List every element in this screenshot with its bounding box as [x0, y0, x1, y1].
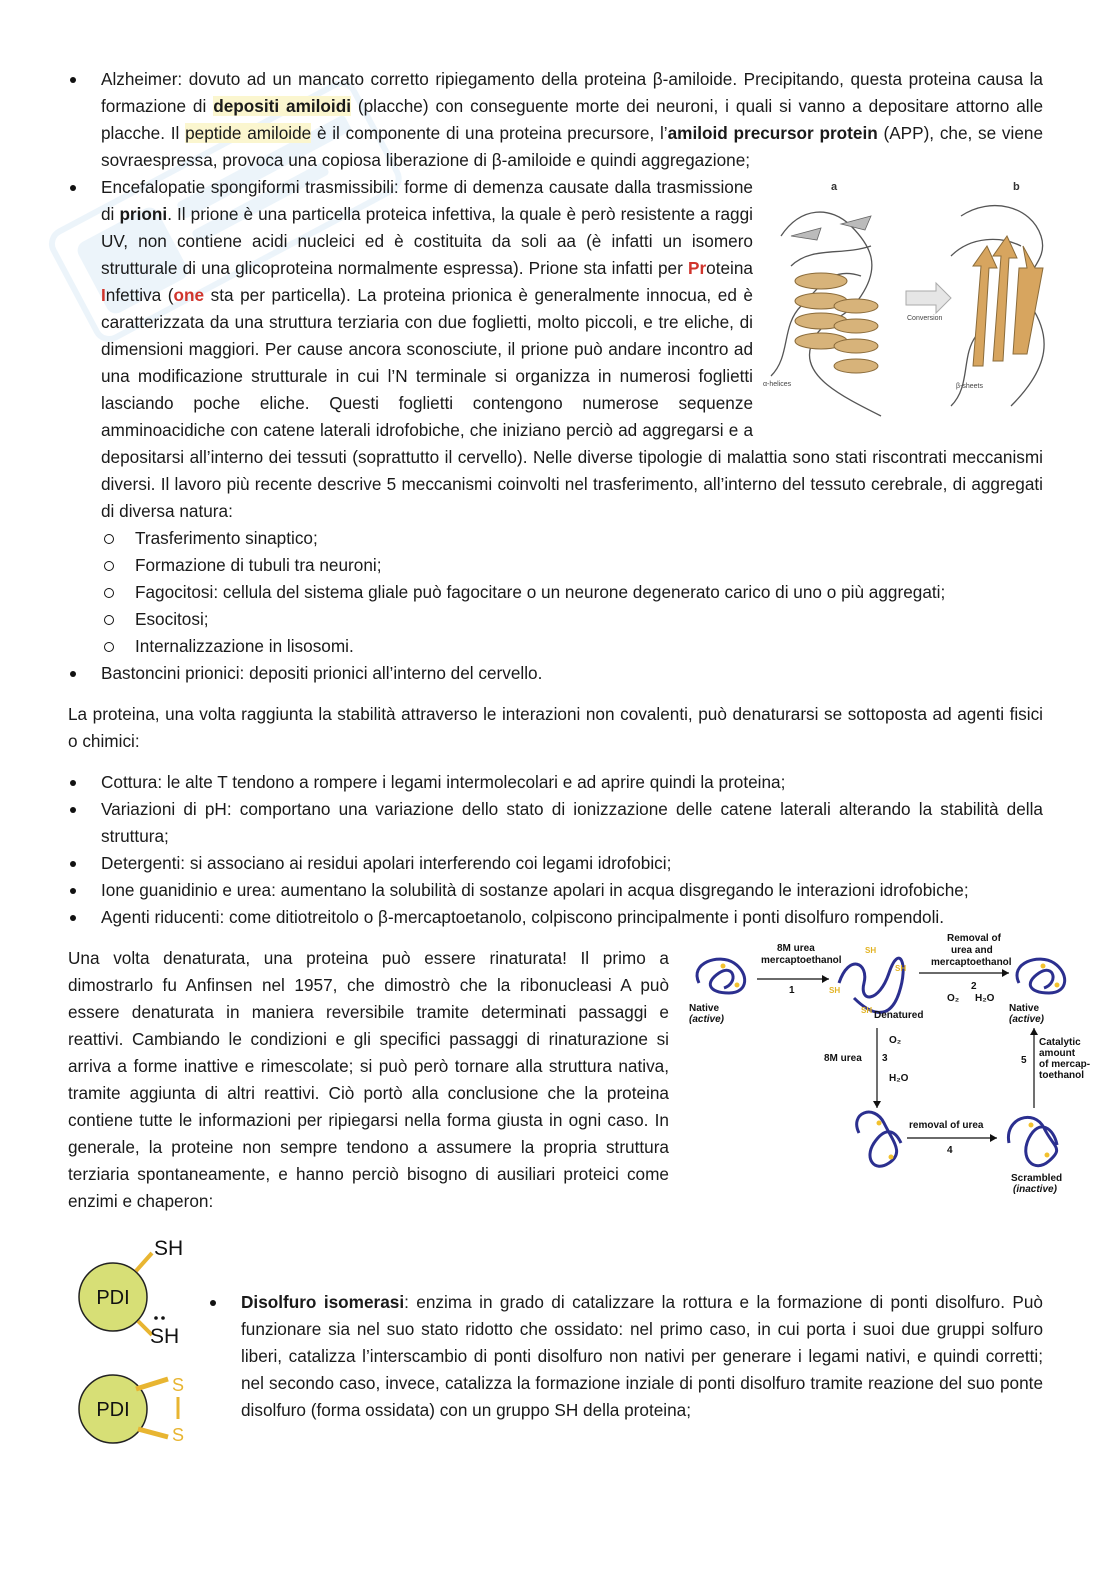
mechanism-item: Fagocitosi: cellula del sistema gliale può fagocitare o un neurone degenerato carico di uno o più aggregati;: [68, 579, 1043, 606]
denaturation-intro: La proteina, una volta raggiunta la stabilità attraverso le interazioni non covalenti, può denaturarsi se sottoposta ad agenti fisici o chimici:: [68, 704, 1043, 751]
anfinsen-experiment-figure: [679, 933, 1091, 1195]
pdi-reduced-icon: [79, 1237, 183, 1348]
svg-text:SH: SH: [829, 986, 841, 995]
svg-text:Native: Native: [1009, 1003, 1040, 1014]
anfinsen-section: [68, 933, 1091, 1215]
document-page: [68, 66, 1091, 1461]
svg-text:toethanol: toethanol: [1039, 1070, 1084, 1081]
svg-text:2: 2: [971, 981, 977, 992]
pdi-oxidized-icon: [79, 1375, 184, 1445]
svg-text:5: 5: [1021, 1055, 1027, 1066]
svg-text:SH: SH: [150, 1325, 180, 1348]
agent-item: Variazioni di pH: comportano una variazione dello stato di ionizzazione delle catene laterali alterando la stabilità della struttura;: [68, 796, 1043, 850]
svg-text:Denatured: Denatured: [874, 1010, 924, 1021]
svg-text:α-helices: α-helices: [763, 381, 792, 388]
agent-item: Detergenti: si associano ai residui apolari interferendo coi legami idrofobici;: [68, 850, 1043, 877]
svg-text:O₂: O₂: [889, 1035, 902, 1046]
svg-text:H₂O: H₂O: [975, 993, 995, 1004]
svg-text:8M urea: 8M urea: [777, 943, 815, 954]
svg-text:of mercap-: of mercap-: [1039, 1059, 1091, 1070]
svg-text:Catalytic: Catalytic: [1039, 1037, 1081, 1048]
svg-text:(active): (active): [689, 1014, 725, 1025]
svg-text:H₂O: H₂O: [889, 1073, 909, 1084]
svg-text:S: S: [172, 1375, 185, 1395]
agent-item: Ione guanidinio e urea: aumentano la solubilità di sostanze apolari in acqua disgregando le interazioni idrofobiche;: [68, 877, 1043, 904]
native-protein-2: [1017, 959, 1065, 993]
mechanism-item: Internalizzazione in lisosomi.: [68, 633, 1043, 660]
pdi-diagram: [68, 1231, 208, 1461]
svg-text:(inactive): (inactive): [1013, 1184, 1057, 1195]
denatured-protein-2: [857, 1112, 901, 1166]
svg-text:mercaptoethanol: mercaptoethanol: [931, 957, 1012, 968]
diseases-list: [68, 66, 1043, 687]
prion-structure-figure: [761, 176, 1053, 438]
svg-text:SH: SH: [861, 1006, 873, 1015]
grey-strands: [791, 216, 871, 240]
svg-text:removal of urea: removal of urea: [909, 1120, 984, 1131]
svg-text:SH: SH: [895, 964, 907, 973]
anfinsen-paragraph: Una volta denaturata, una proteina può essere rinaturata! Il primo a dimostrarlo fu Anfinsen nel 1957, che dimostrò che la ribonucleasi A può essere denaturata in maniera reversibile tramite determinati passaggi e reattivi. Cambiando le condizioni e gli specifici passaggi di rinaturazione si arriva a forme inattive e rimescolate; si può però tornare alla struttura nativa, tramite aggiunta di altri reattivi. Ciò portò alla conclusione che la proteina contiene tutte le informazioni per ripiegarsi nella forma giusta in ogni caso. In generale, la proteine non sempre tendono a assumere la propria struttura terziaria spontaneamente, e hanno perciò bisogno di ausiliari proteici come enzimi e chaperon:: [68, 948, 669, 1211]
agent-item: Agenti riducenti: come ditiotreitolo o β-mercaptoetanolo, colpiscono principalmente i ponti disolfuro rompendoli.: [68, 904, 1043, 931]
svg-text:amount: amount: [1039, 1048, 1076, 1059]
list-item-bastoncini: Bastoncini prionici: depositi prionici all’interno del cervello.: [68, 660, 1043, 687]
pdi-item: Disolfuro isomerasi: enzima in grado di catalizzare la rottura e la formazione di ponti disolfuro. Può funzionare sia nel suo stato ridotto che ossidato: nel primo caso, in cui porta i suoi due gruppi solfuro liberi, catalizza l’interscambio di ponti disolfuro non nativi per generare i legami nativi, e quindi corretti; nel secondo caso, invece, catalizza la formazione inziale di ponti disolfuro tramite reazione del suo ponte disolfuro (forma ossidata) con un gruppo SH della proteina;: [208, 1289, 1043, 1424]
svg-text:8M urea: 8M urea: [824, 1053, 862, 1064]
svg-text:urea and: urea and: [951, 945, 993, 956]
svg-text:SH: SH: [154, 1237, 184, 1260]
native-protein-1: [697, 959, 745, 993]
mechanism-item: Trasferimento sinaptico;: [68, 525, 1043, 552]
svg-text:S: S: [172, 1425, 185, 1445]
svg-text:Native: Native: [689, 1003, 720, 1014]
svg-text:(active): (active): [1009, 1014, 1045, 1025]
svg-text:Scrambled: Scrambled: [1011, 1173, 1063, 1184]
svg-text:3: 3: [882, 1053, 888, 1064]
svg-text:1: 1: [789, 985, 795, 996]
mechanism-item: Formazione di tubuli tra neuroni;: [68, 552, 1043, 579]
svg-text:PDI: PDI: [96, 1399, 130, 1421]
svg-text:a: a: [831, 181, 838, 193]
svg-text:mercaptoethanol: mercaptoethanol: [761, 955, 842, 966]
svg-text:PDI: PDI: [96, 1287, 130, 1309]
svg-text:b: b: [1013, 181, 1020, 193]
mechanisms-list: [68, 525, 1043, 660]
pdi-section: [68, 1231, 1043, 1461]
beta-sheet-arrows: [973, 236, 1043, 366]
mechanism-item: Esocitosi;: [68, 606, 1043, 633]
conversion-arrow: [906, 283, 951, 313]
pdi-list: [208, 1289, 1043, 1424]
svg-text:SH: SH: [865, 946, 877, 955]
svg-text:Conversion: Conversion: [907, 315, 943, 322]
agent-item: Cottura: le alte T tendono a rompere i legami intermolecolari e ad aprire quindi la proteina;: [68, 769, 1043, 796]
denatured-protein: [839, 958, 903, 1012]
denaturation-agents-list: [68, 769, 1043, 931]
svg-text:O₂: O₂: [947, 993, 960, 1004]
list-item-encefalopatie: a b α-helices Conversion β-sheets Encefalopatie spongiformi trasmissibili: forme di demenza causate dalla trasmissione di prioni. Il prione è una particella proteica infettiva, la quale è però resistente a raggi UV, non contiene acidi nucleici ed è costituita da soli aa (è infatti un isomero strutturale di una glicoproteina normalmente espressa). Prione sta infatti per Proteina Infettiva (one sta per particella). La proteina prionica è generalmente innocua, ed è caratterizzata da una struttura terziaria con due foglietti, molto piccoli, e tre eliche, di dimensioni maggiori. Per cause ancora sconosciute, il prione può andare incontro ad una modificazione strutturale in cui l’N terminale si organizza in numerosi foglietti lasciando poche eliche. Questi foglietti contengono numerose sequenze amminoacidiche con catene laterali idrofobiche, che iniziano perciò ad aggregarsi e a depositarsi all’interno dei tessuti (soprattutto il cervello). Nelle diverse tipologie di malattia sono stati riscontrati meccanismi diversi. Il lavoro più recente descrive 5 meccanismi coinvolti nel trasferimento, all’interno del tessuto cerebrale, di aggregati di diversa natura: Trasferimento sinaptico; Formazione di tubuli tra neuroni; Fagocitosi: cellula del sistema gliale può fagocitare o un neurone degenerato carico di uno o più aggregati; Esocitosi; Internalizzazione in lisosomi.: [68, 174, 1043, 660]
list-item-alzheimer: Alzheimer: dovuto ad un mancato corretto ripiegamento della proteina β-amiloide. Precipitando, questa proteina causa la formazione di depositi amiloidi (placche) con conseguente morte dei neuroni, i quali si vanno a depositare attorno alle placche. Il peptide amiloide è il componente di una proteina precursore, l’amiloid precursor protein (APP), che, se viene sovraespressa, provoca una copiosa liberazione di β-amiloide e quindi aggregazione;: [68, 66, 1043, 174]
svg-text:Removal of: Removal of: [947, 933, 1001, 944]
svg-text:4: 4: [947, 1145, 953, 1156]
svg-text:β-sheets: β-sheets: [956, 383, 983, 390]
